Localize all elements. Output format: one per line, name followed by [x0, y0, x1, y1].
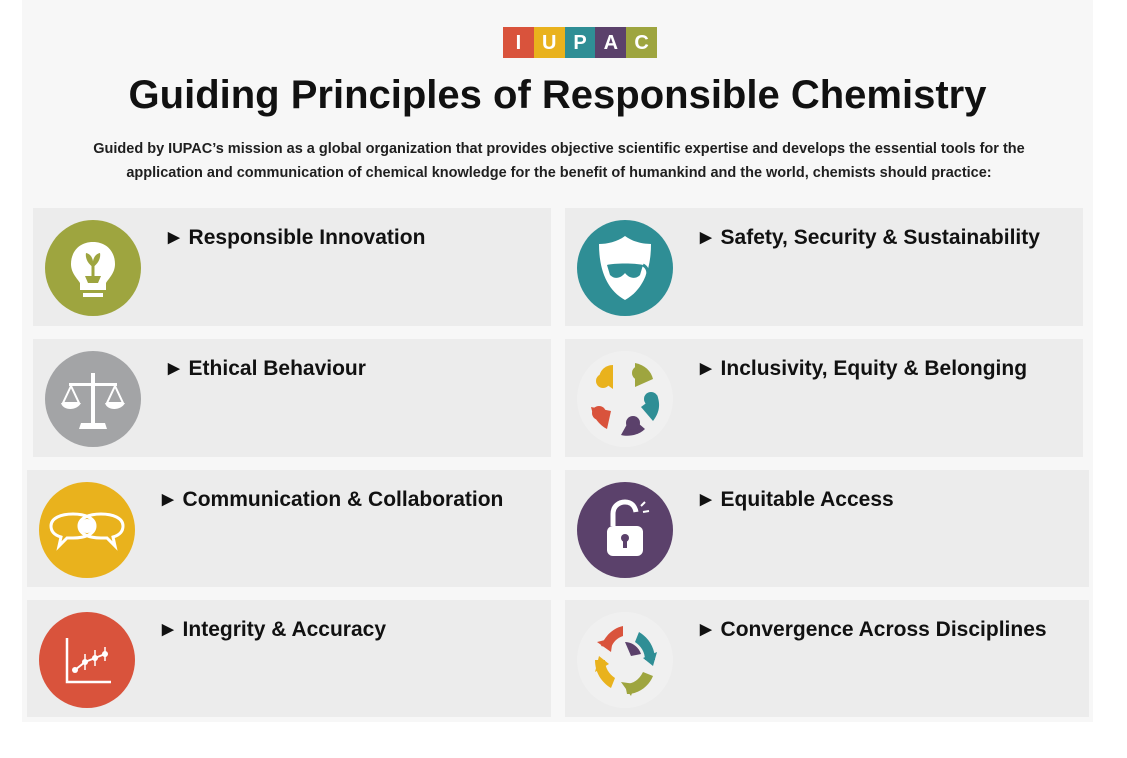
- logo-letter-u: U: [534, 27, 565, 58]
- principle-label: Ethical Behaviour: [188, 357, 366, 380]
- principle-title: [168, 226, 425, 250]
- principle-card-safety[interactable]: [565, 208, 1083, 326]
- open-padlock-icon: [577, 482, 673, 578]
- principles-page: [22, 0, 1093, 722]
- logo-letter-i: I: [503, 27, 534, 58]
- principle-label: Inclusivity, Equity & Belonging: [720, 357, 1028, 380]
- principle-label: Communication & Collaboration: [182, 488, 504, 511]
- principle-title: [700, 488, 894, 512]
- principle-title: [162, 488, 503, 512]
- triangle-arrow-icon: ▶: [168, 360, 180, 377]
- triangle-arrow-icon: ▶: [700, 360, 712, 377]
- triangle-arrow-icon: ▶: [168, 229, 180, 246]
- principle-title: [700, 618, 1047, 642]
- lightbulb-plant-icon: [45, 220, 141, 316]
- principle-card-integrity[interactable]: [27, 600, 551, 717]
- principle-card-responsible-innovation[interactable]: [33, 208, 551, 326]
- iupac-logo: [503, 27, 657, 58]
- page-intro: Guided by IUPAC’s mission as a global organization that provides objective scientific expertise and develops the essential tools for the application and communication of chemical knowledge for the benefit of humankind and the world, chemists should practice:: [93, 141, 1025, 181]
- triangle-arrow-icon: ▶: [700, 621, 712, 638]
- triangle-arrow-icon: ▶: [162, 491, 174, 508]
- scales-icon: [45, 351, 141, 447]
- speech-bubbles-icon: [39, 482, 135, 578]
- principle-title: [700, 226, 1040, 250]
- people-circle-icon: [577, 351, 673, 447]
- principle-label: Safety, Security & Sustainability: [720, 226, 1040, 249]
- principle-card-inclusivity[interactable]: [565, 339, 1083, 457]
- converging-arrows-icon: [577, 612, 673, 708]
- triangle-arrow-icon: ▶: [700, 229, 712, 246]
- principle-card-ethical-behaviour[interactable]: [33, 339, 551, 457]
- principle-card-communication[interactable]: [27, 470, 551, 587]
- triangle-arrow-icon: ▶: [700, 491, 712, 508]
- logo-letter-c: C: [626, 27, 657, 58]
- logo-letter-a: A: [595, 27, 626, 58]
- principle-label: Convergence Across Disciplines: [720, 618, 1047, 641]
- principle-title: [700, 357, 1027, 381]
- logo-letter-p: P: [565, 27, 596, 58]
- shield-goggles-icon: [577, 220, 673, 316]
- principle-title: [168, 357, 366, 381]
- triangle-arrow-icon: ▶: [162, 621, 174, 638]
- principle-title: [162, 618, 386, 642]
- principle-label: Equitable Access: [720, 488, 894, 511]
- principle-label: Responsible Innovation: [188, 226, 426, 249]
- principle-card-convergence[interactable]: [565, 600, 1089, 717]
- data-graph-icon: [39, 612, 135, 708]
- principle-card-equitable-access[interactable]: [565, 470, 1089, 587]
- page-title: Guiding Principles of Responsible Chemistry: [128, 73, 987, 117]
- principle-label: Integrity & Accuracy: [182, 618, 387, 641]
